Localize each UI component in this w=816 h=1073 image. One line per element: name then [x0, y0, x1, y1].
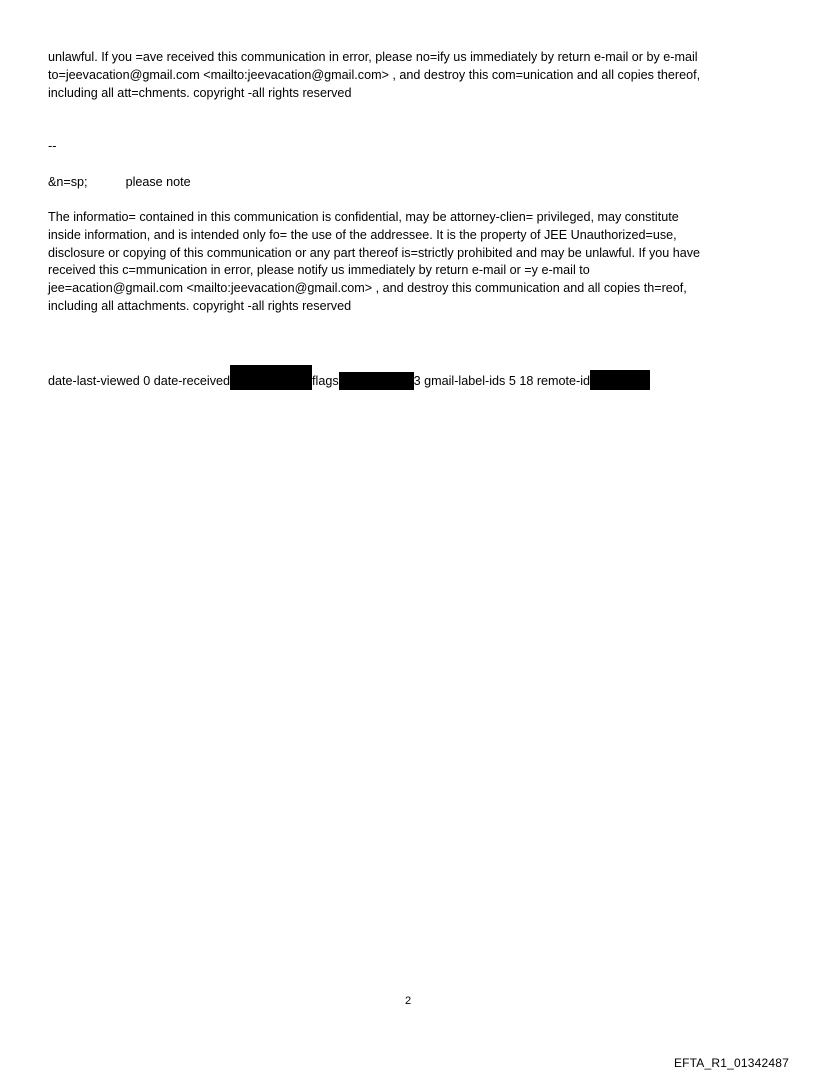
metadata-text: 3 gmail-label-ids 5 18 remote-id: [413, 374, 591, 388]
redaction-block: [339, 372, 414, 390]
confidentiality-paragraph-2: [48, 209, 763, 316]
text-line: The informatio= contained in this communication is confidential, may be attorney-clien= privileged, may constitute: [48, 210, 679, 224]
please-note-text: please note: [125, 175, 191, 189]
signature-separator: --: [48, 139, 57, 153]
text-line: disclosure or copying of this communication or any part thereof is=strictly prohibited and may be unlawful. If you have: [48, 245, 701, 260]
text-line: received this c=mmunication in error, please notify us immediately by return e-mail or =y e-mail to: [48, 263, 590, 278]
text-line: including all att=chments. copyright -all rights reserved: [48, 85, 352, 100]
text-line: jee=acation@gmail.com <mailto:jeevacation@gmail.com> , and destroy this communication and all copies th=reof,: [48, 281, 687, 296]
text-line: inside information, and is intended only fo= the use of the addressee. It is the property of JEE Unauthorized=use,: [48, 227, 677, 242]
text-line: to=jeevacation@gmail.com <mailto:jeevacation@gmail.com> , and destroy this com=unication and all copies thereof,: [48, 67, 701, 82]
redaction-block: [590, 370, 650, 390]
confidentiality-paragraph-1: [48, 49, 763, 102]
metadata-text: flags: [312, 374, 339, 388]
redaction-block: [230, 365, 312, 390]
metadata-line: [48, 370, 763, 391]
encoded-entity: &n=sp;: [48, 175, 88, 189]
text-line: unlawful. If you =ave received this communication in error, please no=ify us immediately by return e-mail or by e-mail: [48, 50, 698, 64]
page-number: 2: [404, 995, 412, 1007]
text-line: including all attachments. copyright -all rights reserved: [48, 298, 352, 313]
bates-number: EFTA_R1_01342487: [673, 1056, 789, 1070]
metadata-text: date-last-viewed 0 date-received: [48, 374, 231, 388]
please-note-line: [48, 174, 763, 192]
